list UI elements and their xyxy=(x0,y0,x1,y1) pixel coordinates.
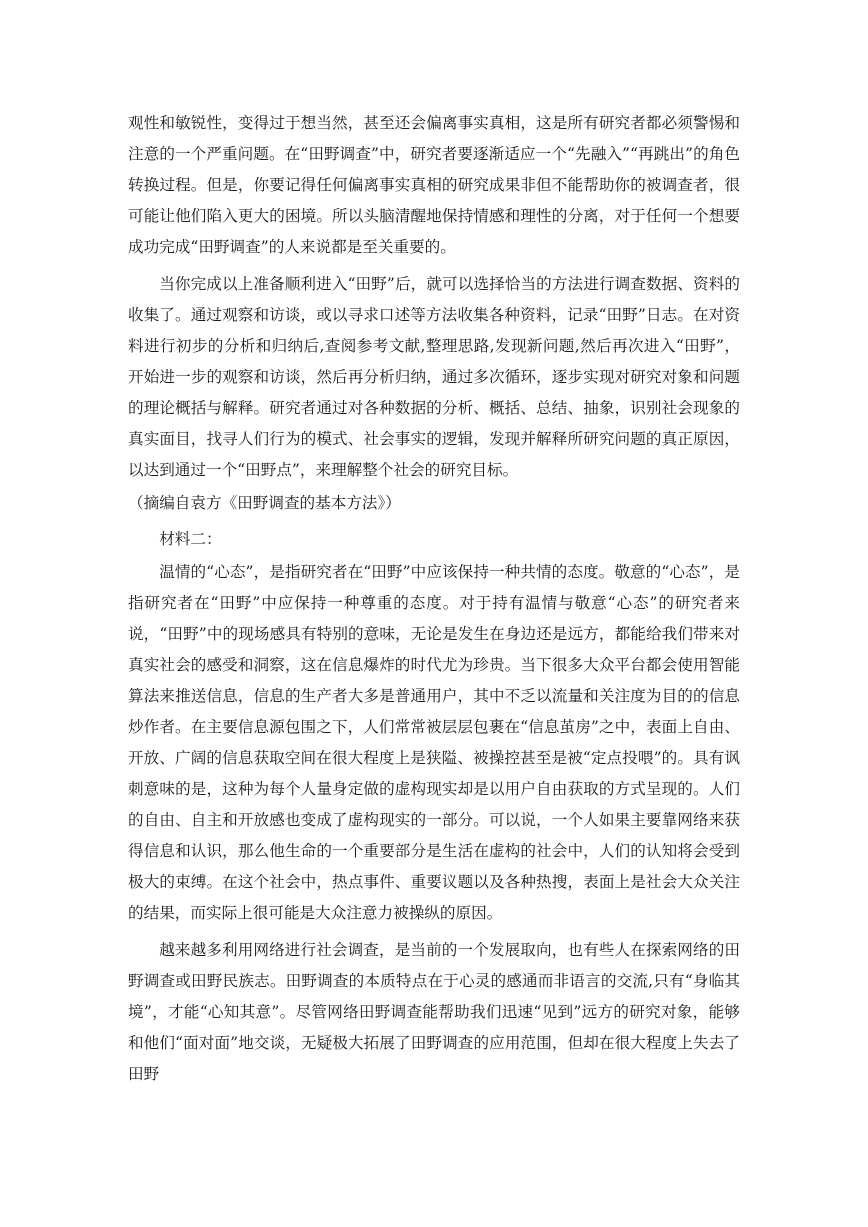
paragraph-continuation: 观性和敏锐性，变得过于想当然，甚至还会偏离事实真相，这是所有研究者都必须警惕和注意的一个严重问题。在“田野调查”中，研究者要逐渐适应一个“先融入”“再跳出”的角色转换过程。但是，你要记得任何偏离事实真相的研究成果非但不能帮助你的被调查者，很可能让他们陷入更大的困境。所以头脑清醒地保持情感和理性的分离，对于任何一个想要成功完成“田野调查”的人来说都是至关重要的。 xyxy=(128,114,740,256)
paragraph-field-methods: 当你完成以上准备顺利进入“田野”后，就可以选择恰当的方法进行调查数据、资料的收集了。通过观察和访谈，或以寻求口述等方法收集各种资料，记录“田野”日志。在对资料进行初步的分析和归纳后,查阅参考文献,整理思路,发现新问题,然后再次进入“田野”，开始进一步的观察和访谈，然后再分析归纳，通过多次循环，逐步实现对研究对象和问题的理论概括与解释。研究者通过对各种数据的分析、概括、总结、抽象，识别社会现象的真实面目，找寻人们行为的模式、社会事实的逻辑，发现并解释所研究问题的真正原因，以达到通过一个“田野点”，来理解整个社会的研究目标。 xyxy=(128,275,740,479)
paragraph-online-fieldwork: 越来越多利用网络进行社会调查，是当前的一个发展取向，也有些人在探索网络的田野调查或田野民族志。田野调查的本质特点在于心灵的感通而非语言的交流,只有“身临其境”，才能“心知其意”。尽管网络田野调查能帮助我们迅速“见到”远方的研究对象，能够和他们“面对面”地交谈，无疑极大拓展了田野调查的应用范围，但却在很大程度上失去了田野 xyxy=(128,941,740,1083)
material-two-label: 材料二： xyxy=(159,530,222,548)
source-citation: （摘编自袁方《田野调查的基本方法》） xyxy=(128,494,401,512)
paragraph-mindset: 温情的“心态”，是指研究者在“田野”中应该保持一种共情的态度。敬意的“心态”，是指研究者在“田野”中应保持一种尊重的态度。对于持有温情与敬意“心态”的研究者来说，“田野”中的现场感具有特别的意味，无论是发生在身边还是远方，都能给我们带来对真实社会的感受和洞察，这在信息爆炸的时代尤为珍贵。当下很多大众平台都会使用智能算法来推送信息，信息的生产者大多是普通用户，其中不乏以流量和关注度为目的的信息炒作者。在主要信息源包围之下，人们常常被层层包裹在“信息茧房”之中，表面上自由、开放、广阔的信息获取空间在很大程度上是狭隘、被操控甚至是被“定点投喂”的。具有讽刺意味的是，这种为每个人量身定做的虚构现实却是以用户自由获取的方式呈现的。人们的自由、自主和开放感也变成了虚构现实的一部分。可以说，一个人如果主要靠网络来获得信息和认识，那么他生命的一个重要部分是生活在虚构的社会中，人们的认知将会受到极大的束缚。在这个社会中，热点事件、重要议题以及各种热搜，表面上是社会大众关注的结果，而实际上很可能是大众注意力被操纵的原因。 xyxy=(128,563,740,922)
